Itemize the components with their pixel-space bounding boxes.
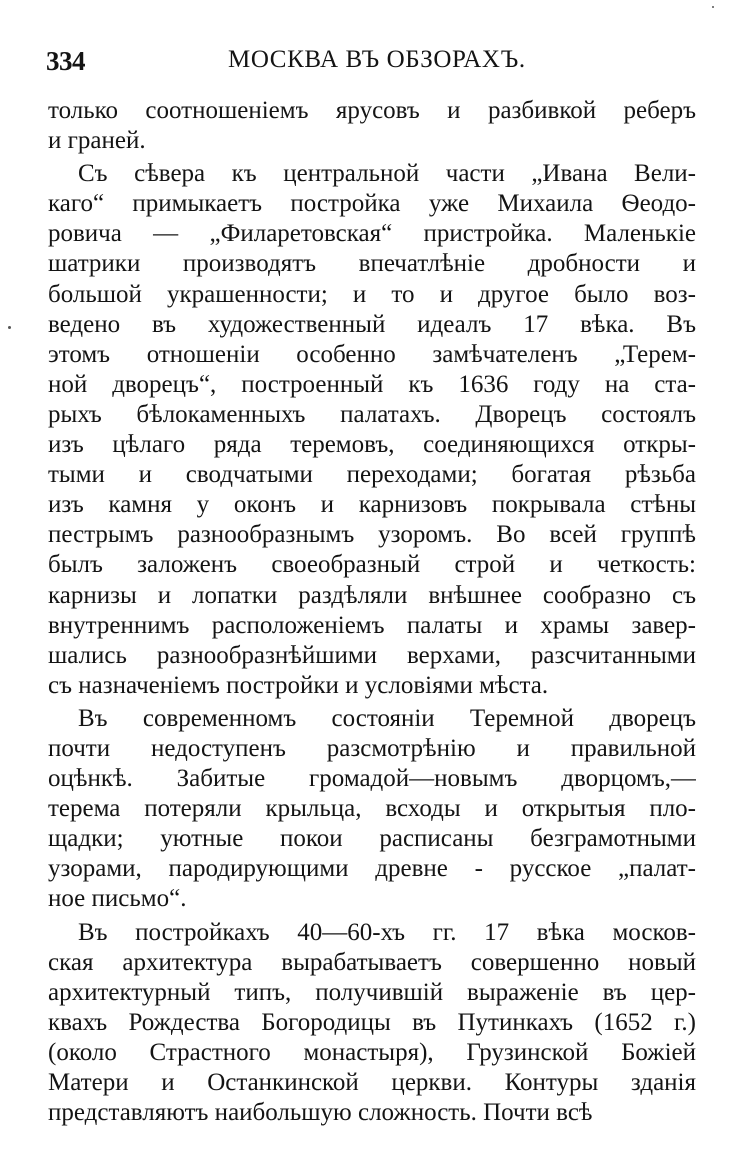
text-line: съ назначенiемъ постройки и условiями мѣста.	[48, 671, 549, 699]
text-line: ская архитектура вырабатываетъ совершенно новый	[48, 948, 696, 976]
paragraph	[48, 96, 696, 156]
text-line: ровича — „Филаретовская“ пристройка. Маленькiе	[48, 220, 696, 248]
text-line: только соотношенiемъ ярусовъ и разбивкой реберъ	[48, 97, 696, 124]
text-line: рыхъ бѣлокаменныхъ палатахъ. Дворецъ состоялъ	[48, 400, 696, 428]
text-line: каго“ примыкаетъ постройка уже Михаила Ѳеодо-	[48, 190, 696, 218]
text-line: почти недоступенъ разсмотрѣнiю и правильной	[48, 734, 696, 762]
text-line: щадки; уютные покои расписаны безграмотными	[48, 825, 696, 853]
text-line: шатрики производятъ впечатлѣнiе дробности и	[48, 250, 696, 278]
page-header	[46, 44, 696, 84]
text-line: оцѣнкѣ. Забитые громадой—новымъ дворцомъ,—	[48, 765, 696, 793]
text-line: шались разнообразнѣйшими верхами, разсчитанными	[48, 641, 696, 669]
text-line: тыми и сводчатыми переходами; богатая рѣзьба	[48, 461, 696, 489]
body-text	[48, 96, 696, 1128]
text-line: большой украшенности; и то и другое было воз-	[48, 280, 696, 308]
text-line: представляютъ наибольшую сложность. Почти всѣ	[48, 1099, 593, 1127]
paragraph	[48, 918, 696, 1129]
text-line: Матери и Останкинской церкви. Контуры зданiя	[48, 1069, 696, 1096]
text-line: ное письмо“.	[48, 885, 187, 913]
text-line: квахъ Рождества Богородицы въ Путинкахъ (1652 г.)	[48, 1008, 696, 1036]
scan-speck	[712, 6, 714, 8]
text-line: этомъ отношенiи особенно замѣчателенъ „Терем-	[48, 340, 696, 368]
scan-speck	[8, 326, 11, 329]
text-line: внутреннимъ расположенiемъ палаты и храмы завер-	[48, 611, 696, 639]
text-line: Въ постройкахъ 40—60-хъ гг. 17 вѣка москов-	[78, 918, 696, 946]
text-line: ведено въ художественный идеалъ 17 вѣка. Въ	[48, 310, 696, 338]
text-line: (около Страстного монастыря), Грузинской Божiей	[48, 1038, 696, 1066]
text-line: архитектурный типъ, получившiй выраженiе въ цер-	[48, 978, 696, 1006]
running-title: МОСКВА ВЪ ОБЗОРАХЪ.	[228, 46, 526, 73]
text-line: ной дворецъ“, построенный къ 1636 году на ста-	[48, 370, 696, 398]
text-line: пестрымъ разнообразнымъ узоромъ. Во всей группѣ	[48, 521, 696, 549]
text-line: терема потеряли крыльца, всходы и открытыя пло-	[48, 795, 696, 823]
text-line: Въ современномъ состоянiи Теремной дворецъ	[78, 704, 696, 732]
text-line: былъ заложенъ своеобразный строй и четкость:	[48, 551, 696, 579]
paragraph	[48, 704, 696, 915]
text-line: изъ камня у оконъ и карнизовъ покрывала стѣны	[48, 491, 696, 519]
paragraph	[48, 159, 696, 701]
text-line: Съ сѣвера къ центральной части „Ивана Вели-	[78, 160, 696, 188]
text-line: узорами, пародирующими древне - русское „палат-	[48, 855, 696, 883]
page-number: 334	[46, 46, 85, 76]
text-line: и граней.	[48, 127, 146, 155]
text-line: карнизы и лопатки раздѣляли внѣшнее сообразно съ	[48, 581, 696, 609]
text-line: изъ цѣлаго ряда теремовъ, соединяющихся откры-	[48, 431, 696, 459]
